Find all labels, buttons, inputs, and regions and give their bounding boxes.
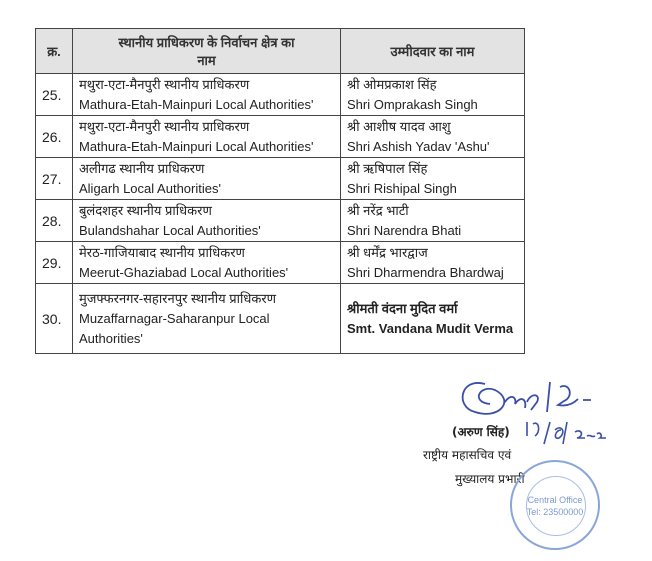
constituency-hindi: मेरठ-गाजियाबाद स्थानीय प्राधिकरण (79, 244, 245, 260)
row-number: 25. (36, 74, 73, 116)
handwritten-signature (455, 372, 645, 452)
constituency-english: Mathura-Etah-Mainpuri Local Authorities' (79, 96, 314, 112)
constituency-english: Mathura-Etah-Mainpuri Local Authorities' (79, 138, 314, 154)
signatory-title-line1: राष्ट्रीय महासचिव एवं (423, 448, 512, 462)
header-serial: क्र. (36, 29, 73, 74)
candidate-english: Shri Ashish Yadav 'Ashu' (347, 138, 490, 154)
table-row (36, 74, 525, 116)
constituency-hindi: मुजफ्फरनगर-सहारनपुर स्थानीय प्राधिकरण (79, 290, 277, 306)
constituency-english: Bulandshahar Local Authorities' (79, 222, 261, 238)
candidate-hindi: श्रीमती वंदना मुदित वर्मा (347, 300, 458, 316)
candidate-hindi: श्री धर्मेंद्र भारद्वाज (347, 244, 428, 260)
signatory-title-line2: मुख्यालय प्रभारी (455, 472, 525, 486)
row-number: 30. (36, 284, 73, 354)
row-number: 28. (36, 200, 73, 242)
header-constituency: स्थानीय प्राधिकरण के निर्वाचन क्षेत्र का नाम (73, 29, 341, 74)
table-row (36, 284, 525, 354)
candidate-english: Shri Omprakash Singh (347, 96, 478, 112)
party-stamp (510, 460, 600, 550)
row-number: 27. (36, 158, 73, 200)
table-row (36, 158, 525, 200)
constituency-english: Meerut-Ghaziabad Local Authorities' (79, 264, 289, 280)
signatory-name: (अरुण सिंह) (452, 425, 510, 439)
row-number: 26. (36, 116, 73, 158)
row-number: 29. (36, 242, 73, 284)
constituency-hindi: मथुरा-एटा-मैनपुरी स्थानीय प्राधिकरण (79, 76, 250, 92)
constituency-hindi: मथुरा-एटा-मैनपुरी स्थानीय प्राधिकरण (79, 118, 250, 134)
candidate-hindi: श्री ऋषिपाल सिंह (347, 160, 428, 176)
table-row (36, 200, 525, 242)
constituency-hindi: बुलंदशहर स्थानीय प्राधिकरण (79, 202, 212, 218)
candidate-english: Shri Rishipal Singh (347, 180, 457, 196)
table-row (36, 116, 525, 158)
candidate-english: Smt. Vandana Mudit Verma (347, 320, 514, 336)
table-row (36, 242, 525, 284)
candidate-hindi: श्री नरेंद्र भाटी (347, 202, 409, 218)
stamp-line1: Central Office (527, 495, 583, 505)
constituency-english: Muzaffarnagar-Saharanpur Local Authorities' (79, 310, 270, 346)
candidates-table (35, 28, 525, 354)
constituency-english: Aligarh Local Authorities' (79, 180, 221, 196)
candidate-english: Shri Dharmendra Bhardwaj (347, 264, 504, 280)
table-header-row (36, 29, 525, 74)
constituency-hindi: अलीगढ स्थानीय प्राधिकरण (79, 160, 205, 176)
header-candidate: उम्मीदवार का नाम (341, 29, 525, 74)
candidate-hindi: श्री ओमप्रकाश सिंह (347, 76, 437, 92)
candidate-english: Shri Narendra Bhati (347, 222, 462, 238)
stamp-line2: Tel: 23500000 (526, 507, 584, 517)
candidate-hindi: श्री आशीष यादव आशु (347, 118, 451, 134)
